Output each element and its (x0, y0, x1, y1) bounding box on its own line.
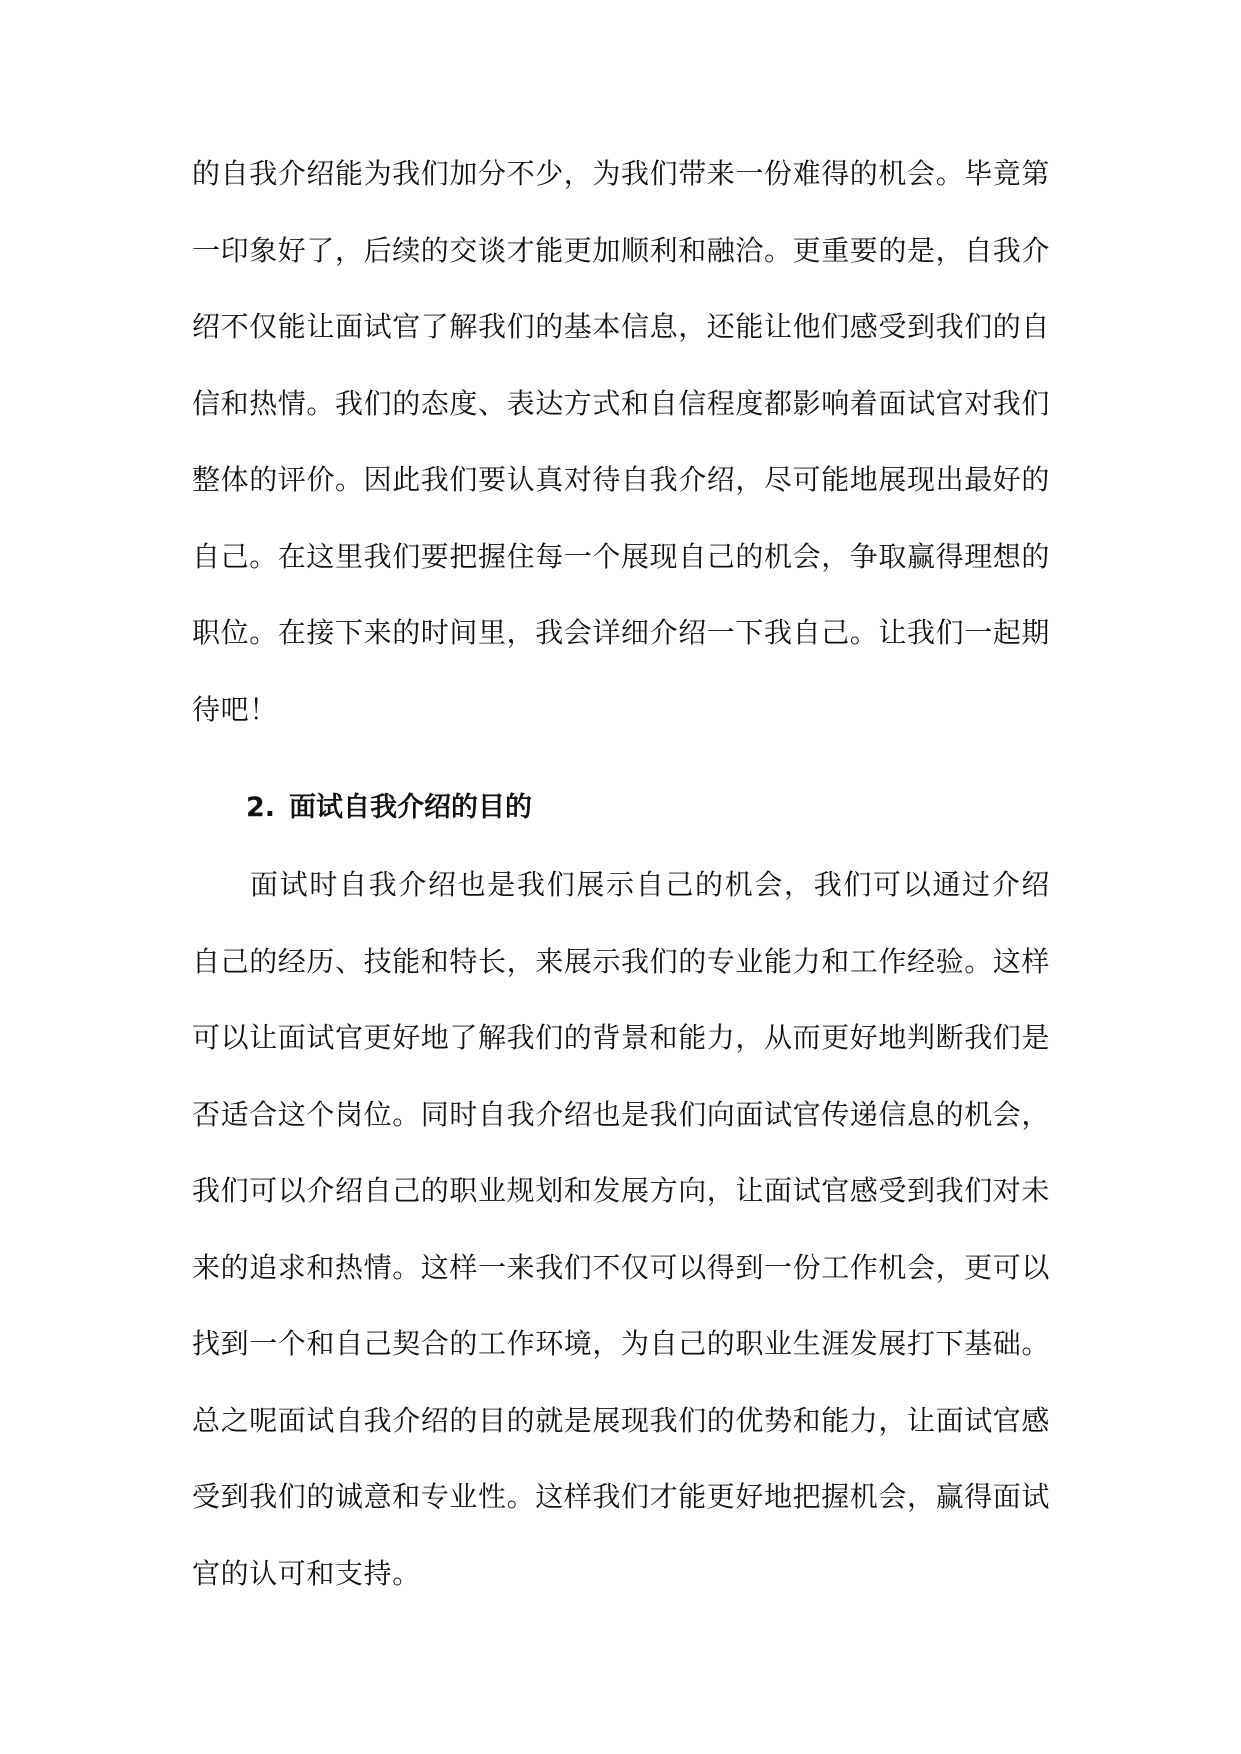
body-paragraph-2: 面试时自我介绍也是我们展示自己的机会，我们可以通过介绍自己的经历、技能和特长，来展示我们的专业能力和工作经验。这样可以让面试官更好地了解我们的背景和能力，从而更好地判断我们是否适合这个岗位。同时自我介绍也是我们向面试官传递信息的机会，我们可以介绍自己的职业规划和发展方向，让面试官感受到我们对未来的追求和热情。这样一来我们不仅可以得到一份工作机会，更可以找到一个和自己契合的工作环境，为自己的职业生涯发展打下基础。总之呢面试自我介绍的目的就是展现我们的优势和能力，让面试官感受到我们的诚意和专业性。这样我们才能更好地把握机会，赢得面试官的认可和支持。 (192, 868, 1051, 1590)
section-heading (246, 778, 532, 838)
section-number: 2. (246, 792, 276, 823)
section-title: 面试自我介绍的目的 (289, 792, 533, 823)
body-paragraph-1: 的自我介绍能为我们加分不少，为我们带来一份难得的机会。毕竟第一印象好了，后续的交谈才能更加顺利和融洽。更重要的是，自我介绍不仅能让面试官了解我们的基本信息，还能让他们感受到我们的自信和热情。我们的态度、表达方式和自信程度都影响着面试官对我们整体的评价。因此我们要认真对待自我介绍，尽可能地展现出最好的自己。在这里我们要把握住每一个展现自己的机会，争取赢得理想的职位。在接下来的时间里，我会详细介绍一下我自己。让我们一起期待吧！ (192, 157, 1051, 726)
